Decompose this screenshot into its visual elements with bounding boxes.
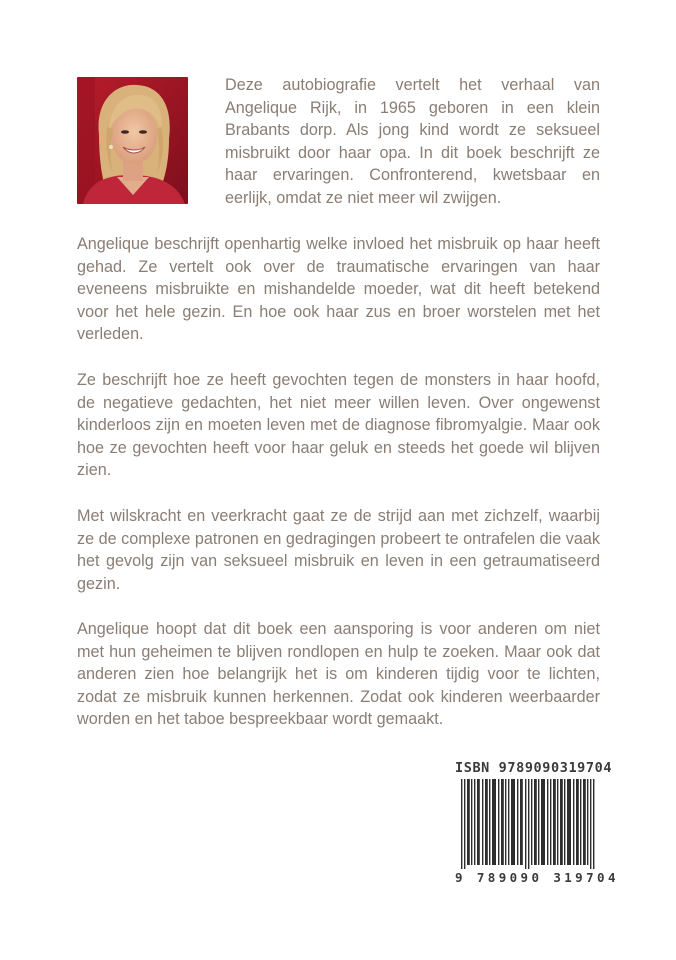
body-paragraph-4: Angelique hoopt dat dit boek een aansporing is voor anderen om niet met hun geheimen te blijven rondlopen en hulp te zoeken. Maar ook dat anderen zien hoe belangrijk het is om kinderen tijdig voor te lichten, zodat ze misbruik kunnen herkennen. Zodat ook kinderen weerbaarder worden en het taboe bespreekbaar wordt gemaakt. [77,620,600,729]
body-paragraph-2: Ze beschrijft hoe ze heeft gevochten tegen de monsters in haar hoofd, de negatieve gedachten, het niet meer willen leven. Over ongewenst kinderloos zijn en moeten leven met de diagnose fibromyalgie. Maar ook hoe ze gevochten heeft voor haar geluk en steeds het goede wil blijven zien. [77,371,600,480]
barcode-bars [461,779,599,869]
author-portrait-image [77,77,188,204]
author-photo [77,77,188,204]
isbn-label: ISBN 9789090319704 [455,760,613,776]
isbn-barcode [455,760,619,886]
body-paragraph-1: Angelique beschrijft openhartig welke invloed het misbruik op haar heeft gehad. Ze vertelt ook over de traumatische ervaringen van haar eveneens misbruikte en mishandelde moeder, wat dit heeft betekend voor het hele gezin. En hoe ook haar zus en broer worstelen met het verleden. [77,235,600,344]
intro-paragraph: Deze autobiografie vertelt het verhaal van Angelique Rijk, in 1965 geboren in een klein Brabants dorp. Als jong kind wordt ze seksueel misbruikt door haar opa. In dit boek beschrijft ze haar ervaringen. Confronterend, kwetsbaar en eerlijk, omdat ze niet meer wil zwijgen. [225,76,600,207]
body-paragraph-3: Met wilskracht en veerkracht gaat ze de strijd aan met zichzelf, waarbij ze de complexe patronen en gedragingen probeert te ontrafelen die vaak het gevolg zijn van seksueel misbruik en leven in een getraumatiseerd gezin. [77,507,600,593]
barcode-digits: 9 789090 319704 [455,870,619,885]
